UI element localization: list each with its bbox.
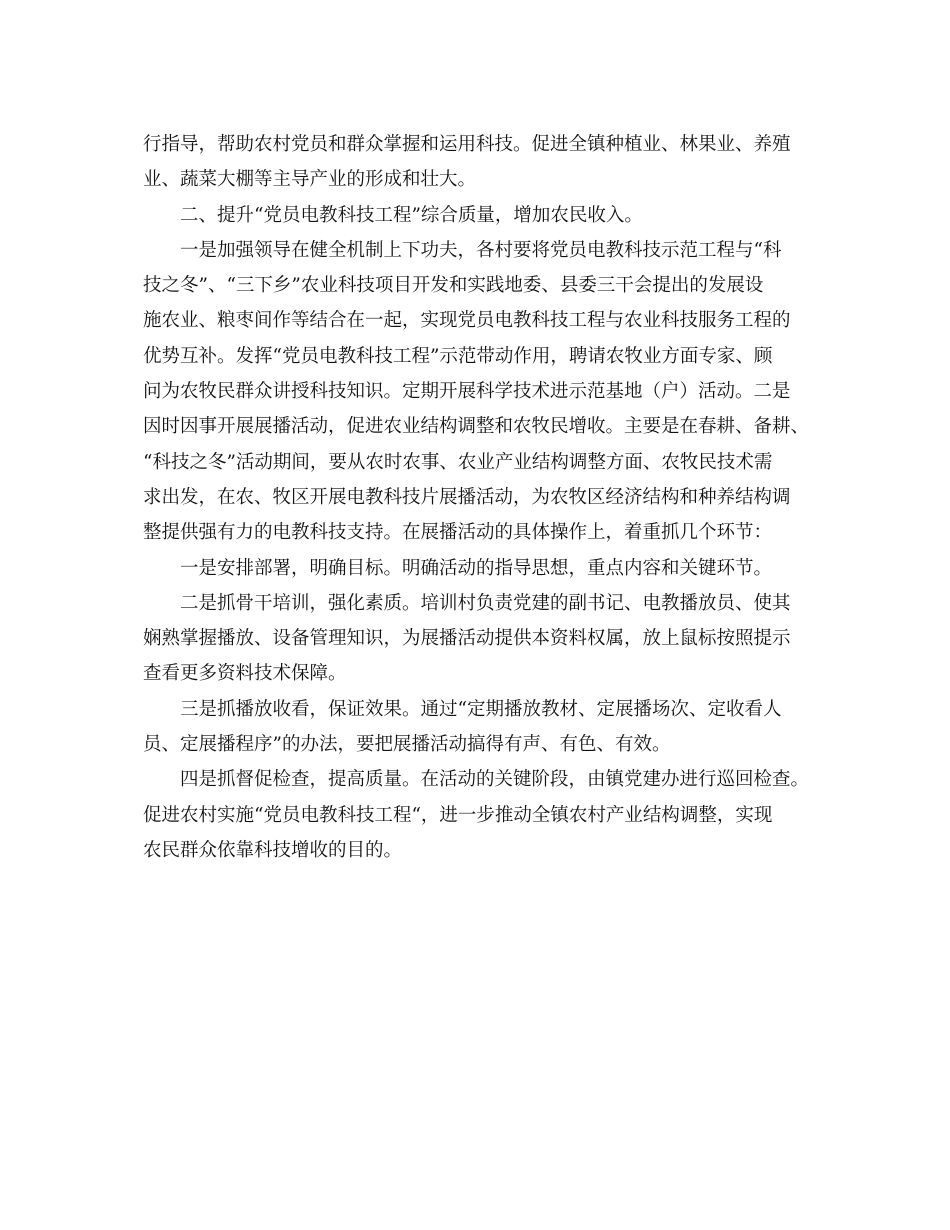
paragraph-3: 一是加强领导在健全机制上下功夫，各村要将党员电教科技示范工程与“科 技之冬”、“三下乡”农业科技项目开发和实践地委、县委三干会提出的发展设 施农业、粮枣间作等结合在一起，实现党员电教科技工程与农业科技服务工程的 优势互补。发挥“党员电教科技工程”示范带动作用，聘请农牧业方面专家、顾 问为农牧民群众讲授科技知识。定期开展科学技术进示范基地（户）活动。二是 因时因事开展展播活动，促进农业结构调整和农牧民增收。主要是在春耕、备耕、 “科技之冬”活动期间，要从农时农事、农业产业结构调整方面、农牧民技术需 求出发，在农、牧区开展电教科技片展播活动，为农牧区经济结构和种养结构调 整提供强有力的电教科技支持。在展播活动的具体操作上，着重抓几个环节： (143, 239, 810, 544)
paragraph-1: 行指导，帮助农村党员和群众掌握和运用科技。促进全镇种植业、林果业、养殖 业、蔬菜大棚等主导产业的形成和壮大。 (143, 134, 791, 191)
paragraph-5: 二是抓骨干培训，强化素质。培训村负责党建的副书记、电教播放员、使其 娴熟掌握播放、设备管理知识，为展播活动提供本资料权属，放上鼠标按照提示 查看更多资料技术保障。 (143, 592, 791, 685)
paragraph-4: 一是安排部署，明确目标。明确活动的指导思想，重点内容和关键环节。 (180, 557, 773, 579)
paragraph-7: 四是抓督促检查，提高质量。在活动的关键阶段，由镇党建办进行巡回检查。 促进农村实施“党员电教科技工程“，进一步推动全镇农村产业结构调整，实现 农民群众依靠科技增收的目的。 (143, 769, 810, 861)
document-body (143, 127, 843, 868)
paragraph-2: 二、提升“党员电教科技工程”综合质量，增加农民收入。 (180, 204, 643, 226)
paragraph-6: 三是抓播放收看，保证效果。通过“定期播放教材、定展播场次、定收看人 员、定展播程序”的办法，要把展播活动搞得有声、有色、有效。 (143, 698, 782, 756)
